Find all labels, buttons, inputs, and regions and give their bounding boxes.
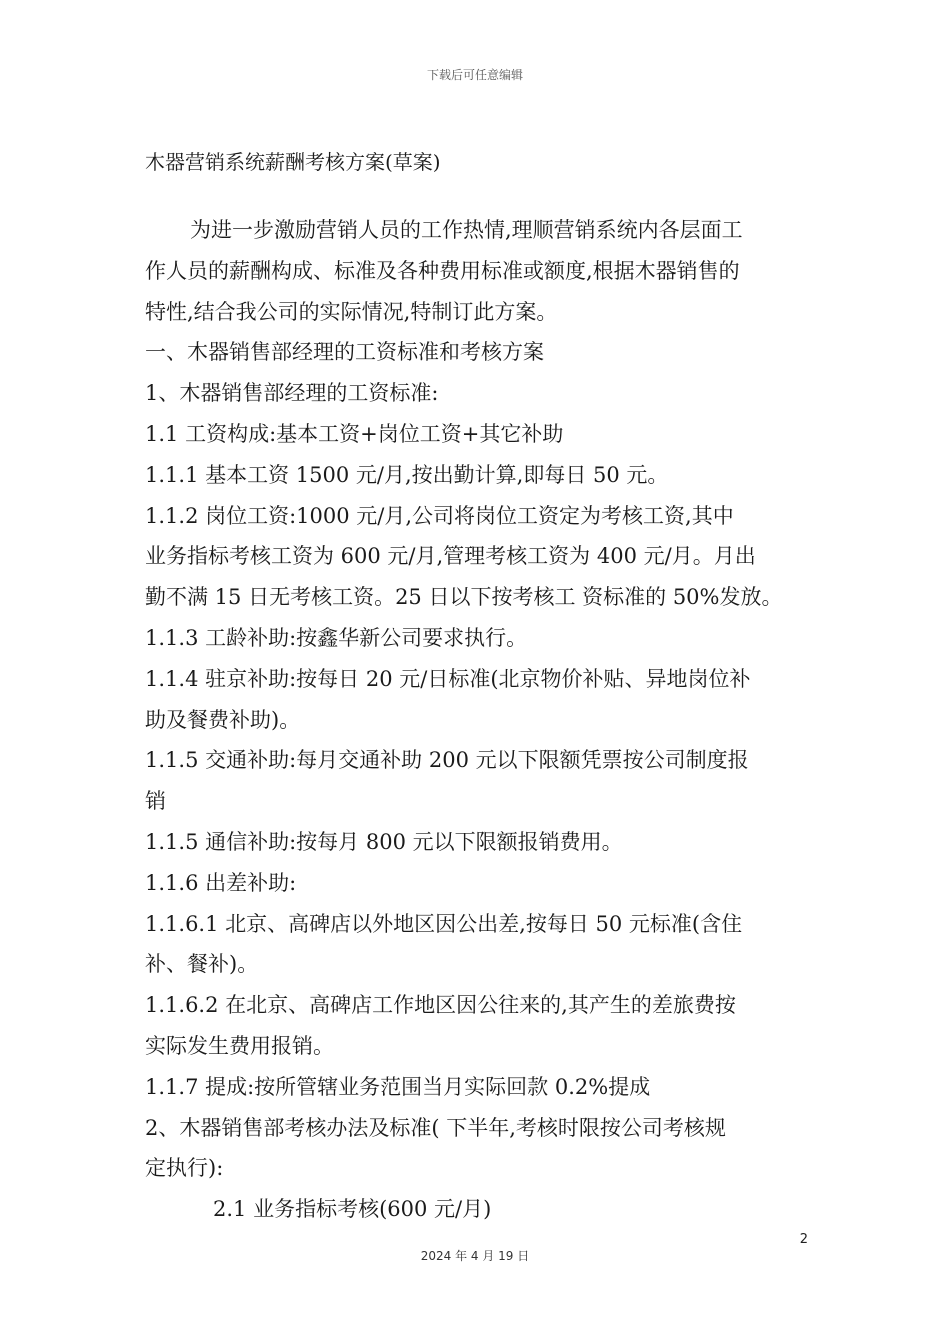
paragraph-line: 定执行): xyxy=(145,1156,224,1181)
paragraph-line: 1.1.3 工龄补助:按鑫华新公司要求执行。 xyxy=(145,625,528,650)
paragraph-line: 业务指标考核工资为 600 元/月,管理考核工资为 400 元/月。月出 xyxy=(145,544,756,569)
paragraph-line: 销 xyxy=(145,789,166,814)
document-title: 木器营销系统薪酬考核方案(草案) xyxy=(145,150,441,174)
paragraph-line: 作人员的薪酬构成、标准及各种费用标准或额度,根据木器销售的 xyxy=(145,258,740,283)
paragraph-line: 1.1.5 通信补助:按每月 800 元以下限额报销费用。 xyxy=(145,829,623,854)
paragraph-line: 1.1.6 出差补助: xyxy=(145,870,297,895)
document-body xyxy=(145,210,813,1230)
paragraph-line: 1.1.6.1 北京、高碑店以外地区因公出差,按每日 50 元标准(含住 xyxy=(145,911,743,936)
paragraph-line: 勤不满 15 日无考核工资。25 日以下按考核工 资标准的 50%发放。 xyxy=(145,585,783,610)
paragraph-line: 补、餐补)。 xyxy=(145,952,259,977)
page-number: 2 xyxy=(799,1232,808,1247)
paragraph-line: 1.1.4 驻京补助:按每日 20 元/日标准(北京物价补贴、异地岗位补 xyxy=(145,666,751,691)
subsection-heading: 2、木器销售部考核办法及标准( 下半年,考核时限按公司考核规 xyxy=(145,1115,726,1140)
paragraph-line: 1.1.7 提成:按所管辖业务范围当月实际回款 0.2%提成 xyxy=(145,1074,651,1099)
paragraph-line: 1.1 工资构成:基本工资+岗位工资+其它补助 xyxy=(145,421,564,446)
paragraph-line: 助及餐费补助)。 xyxy=(145,707,301,732)
paragraph-line: 1.1.1 基本工资 1500 元/月,按出勤计算,即每日 50 元。 xyxy=(145,462,669,487)
section-heading: 一、木器销售部经理的工资标准和考核方案 xyxy=(145,340,544,365)
paragraph-line: 2.1 业务指标考核(600 元/月) xyxy=(213,1197,492,1222)
subsection-heading: 1、木器销售部经理的工资标准: xyxy=(145,381,439,406)
page-footer-date: 2024 年 4 月 19 日 xyxy=(420,1249,530,1263)
page-header: 下载后可任意编辑 xyxy=(426,68,523,82)
paragraph-line: 1.1.6.2 在北京、高碑店工作地区因公往来的,其产生的差旅费按 xyxy=(145,993,736,1018)
paragraph-line: 1.1.2 岗位工资:1000 元/月,公司将岗位工资定为考核工资,其中 xyxy=(145,503,734,528)
paragraph-line: 1.1.5 交通补助:每月交通补助 200 元以下限额凭票按公司制度报 xyxy=(145,748,749,773)
paragraph-line: 实际发生费用报销。 xyxy=(145,1033,334,1058)
paragraph-line: 特性,结合我公司的实际情况,特制订此方案。 xyxy=(145,299,558,324)
paragraph-line: 为进一步激励营销人员的工作热情,理顺营销系统内各层面工 xyxy=(190,218,743,242)
